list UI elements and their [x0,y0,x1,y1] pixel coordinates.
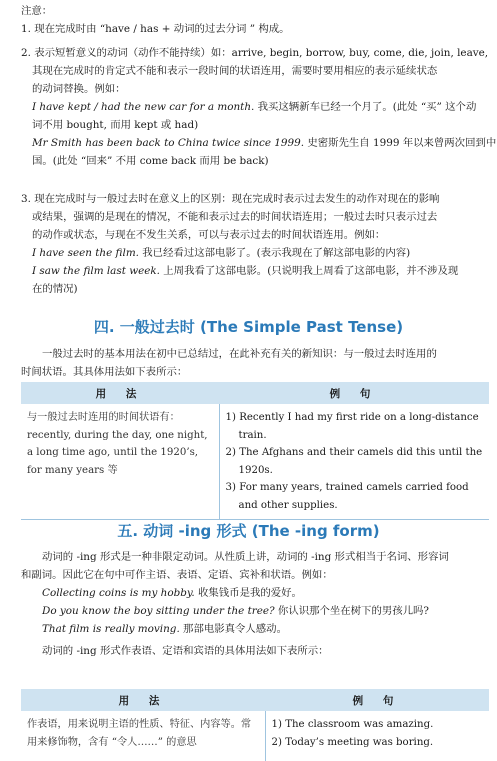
note-3-line-3: 的动作或状态，与现在不发生关系，可以与表示过去的时间状语连用。例如： [32,229,386,241]
note-item-1: 1. 现在完成时由 “have / has + 动词的过去分词 ” 构成。 [21,23,290,35]
note-3-example-2-en: I saw the film last week. [32,265,160,277]
section-5-example-row-2: 2) Today’s meeting was boring. [271,736,434,748]
section-5-example-2-cn: 你认识那个坐在树下的男孩儿吗? [274,605,429,617]
section-5-example-3-cn: 那部电影真令人感动。 [179,623,287,635]
section-5-examples-cell [265,711,489,761]
section-5-example-2-en: Do you know the boy sitting under the tree? [42,605,275,617]
section-4-table [21,382,489,520]
note-2-line-1: 2. 表示短暂意义的动词（动作不能持续）如：arrive, begin, borrow, buy, come, die, join, leave, [21,47,489,59]
section-5-col-usage-header: 用 法 [21,689,265,711]
note-2-line-2: 其现在完成时的肯定式不能和表示一段时间的状语连用，需要时要用相应的表示延续状态 [32,65,438,77]
note-item-2 [21,44,497,170]
note-3-example-2 [21,262,491,280]
section-4-example-3: 3) For many years, trained camels carried food and other supplies. [225,482,469,511]
section-4-table-header [21,382,489,404]
note-3-example-1-en: I have seen the film. [32,247,139,259]
note-3-example-2-cn: 上周我看了这部电影。(只说明我上周看了这部电影，并不涉及现 [159,265,459,277]
note-3-example-2-cont: 在的情况) [32,283,78,295]
section-4-table-row [21,404,489,520]
notes-heading: 注意： [21,5,53,17]
section-4-col-usage-header: 用 法 [21,382,219,404]
section-5-usage-cell: 作表语，用来说明主语的性质、特征、内容等。常用来修饰物，含有 “令人……” 的意思 [21,711,265,761]
note-2-line-3: 的动词替换。例如： [32,83,126,95]
section-4-intro [21,345,491,381]
note-2-example-2-cont: 国。(此处 “回来” 不用 come back 而用 be back) [32,155,269,167]
note-3-line-1: 3. 现在完成时与一般过去时在意义上的区别：现在完成时表示过去发生的动作对现在的影响 [21,193,440,205]
section-4-example-1: 1) Recently I had my first ride on a long-distance train. [225,412,479,441]
section-5-title: 五. 动词 -ing 形式 (The -ing form) [117,522,380,540]
section-5-example-3-en: That film is really moving. [42,623,180,635]
section-5-intro-line-1: 动词的 -ing 形式是一种非限定动词。从性质上讲，动词的 -ing 形式相当于名词、形容词 [42,551,449,563]
section-4-usage-cell: 与一般过去时连用的时间状语有：recently, during the day, one night, a long time ago, until the 1920’s, for many years 等 [21,404,219,520]
section-5-example-1-en: Collecting coins is my hobby. [42,587,195,599]
section-4-title: 四. 一般过去时 (The Simple Past Tense) [93,318,404,336]
note-2-example-2-cn: 史密斯先生自 1999 年以来曾两次回到中 [304,137,497,149]
note-2-example-1-cont: 词不用 bought, 而用 kept 或 had) [32,119,199,131]
section-4-example-2: 2) The Afghans and their camels did this until the 1920s. [225,447,483,476]
section-5-example-1 [21,584,491,602]
note-item-3 [21,190,491,298]
section-4-intro-line-1: 一般过去时的基本用法在初中已总结过，在此补充有关的新知识：与一般过去时连用的 [42,348,437,360]
note-2-example-1-cn: 我买这辆新车已经一个月了。(此处 “买” 这个动 [254,101,477,113]
section-5-intro [21,548,491,660]
note-2-example-1 [21,98,491,116]
section-4-col-examples-header: 例 句 [219,382,489,404]
section-5-intro-line-2: 和副词。因此它在句中可作主语、表语、定语、宾补和状语。例如： [21,569,333,581]
section-4-examples-cell [219,404,489,520]
note-2-example-1-en: I have kept / had the new car for a month. [32,101,255,113]
section-5-example-row-1: 1) The classroom was amazing. [271,719,434,730]
note-2-example-2-en: Mr Smith has been back to China twice since 1999. [32,137,305,149]
section-5-table-header [21,689,489,711]
note-3-example-1-cn: 我已经看过这部电影了。(表示我现在了解这部电影的内容) [138,247,411,259]
note-3-example-1 [21,244,491,262]
section-4-intro-line-2: 时间状语。其具体用法如下表所示： [21,366,188,378]
section-5-example-2 [21,602,491,620]
note-3-line-2: 或结果，强调的是现在的情况，不能和表示过去的时间状语连用；一般过去时只表示过去 [32,211,438,223]
section-5-example-3 [21,620,491,638]
note-2-example-2 [21,134,497,152]
section-5-example-1-cn: 收集钱币是我的爱好。 [194,587,302,599]
section-5-table [21,689,489,761]
section-5-table-row [21,711,489,761]
section-5-intro-line-3: 动词的 -ing 形式作表语、定语和宾语的具体用法如下表所示： [42,645,329,657]
section-5-col-examples-header: 例 句 [265,689,489,711]
